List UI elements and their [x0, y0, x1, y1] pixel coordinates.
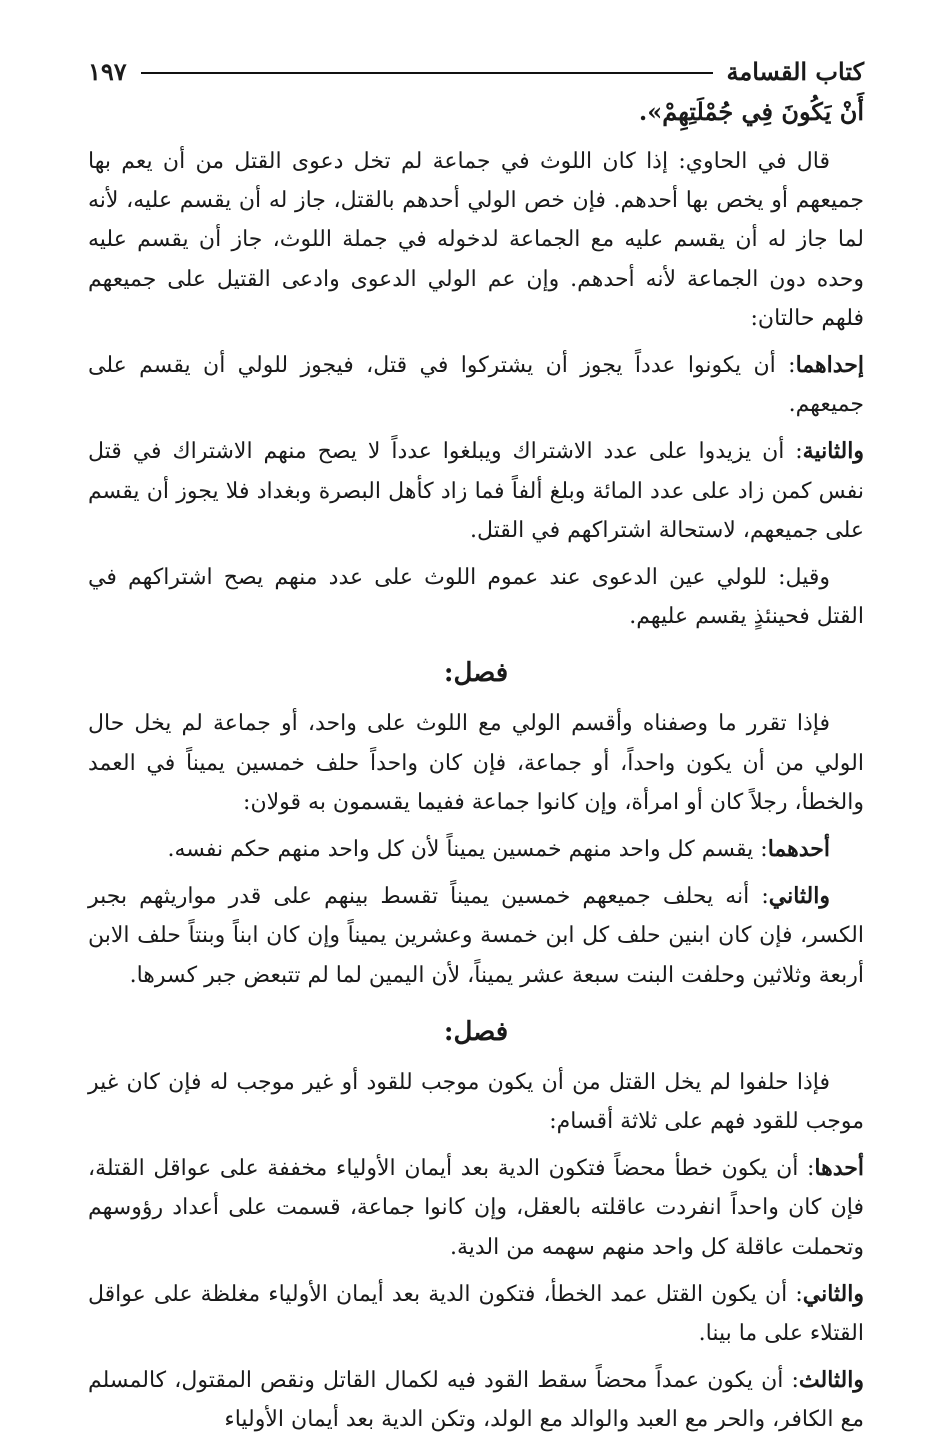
header-rule — [141, 72, 713, 74]
paragraph-lead: إحداهما — [795, 352, 864, 379]
quran-verse-ending: أَنْ يَكُونَ فِي جُمْلَتِهِمْ». — [638, 97, 864, 126]
paragraph-section2-second — [88, 1275, 864, 1353]
chapter-title: كتاب القسامة — [726, 56, 864, 86]
paragraph-text: : أن يكون القتل عمد الخطأ، فتكون الدية بعد أيمان الأولياء مغلظة على عواقل القتلاء على ما بينا. — [88, 1281, 864, 1347]
paragraph-opinion: وقيل: للولي عين الدعوى عند عموم اللوث على عدد منهم يصح اشتراكهم في القتل فحينئذٍ يقسم عليهم. — [88, 565, 864, 630]
paragraph-text: : يقسم كل واحد منهم خمسين يميناً لأن كل واحد منهم حكم نفسه. — [167, 837, 768, 863]
running-header — [88, 52, 864, 90]
page-body — [88, 90, 864, 1440]
paragraph-section2-third — [88, 1361, 864, 1439]
paragraph-section1-first — [88, 830, 864, 869]
paragraph-section2-intro: فإذا حلفوا لم يخل القتل من أن يكون موجب للقود أو غير موجب له فإن كان غير موجب للقود فهم على ثلاثة أقسام: — [88, 1069, 864, 1135]
section-heading: فصل: — [443, 658, 509, 689]
paragraph-first-case — [88, 346, 864, 424]
paragraph-lead: والثانية — [802, 438, 864, 465]
paragraph-text: : أنه يحلف جميعهم خمسين يميناً تقسط بينهم على قدر مواريثهم بجبر الكسر، فإن كان ابنين حلف كل ابن خمسة وعشرين يميناً وإن كان ابناً وبنتاً حلف الابن أربعة وثلاثين وحلفت البنت سبعة عشر يميناً، لأن اليمين لما لم تتبعض جبر كسرها. — [88, 884, 864, 988]
paragraph-hawi: قال في الحاوي: إذا كان اللوث في جماعة لم تخل دعوى القتل من أن يعم بها جميعهم أو يخص بها أحدهم. فإن خص الولي أحدهم بالقتل، جاز له أن يقسم عليه، لأنه لما جاز له أن يقسم عليه مع الجماعة لدخوله في جملة اللوث، جاز أن يقسم عليه وحده دون الجماعة لأنه أحدهم. وإن عم الولي الدعوى وادعى القتيل على جميعهم فلهم حالتان: — [88, 149, 864, 331]
paragraph-text: : أن يكون خطأ محضاً فتكون الدية بعد أيمان الأولياء مخففة على عواقل القتلة، فإن كان واحداً انفردت عاقلته بالعقل، وإن كانوا جماعة، قسمت على أعداد رؤوسهم وتحملت عاقلة كل واحد منهم سهمه من الدية. — [88, 1156, 864, 1260]
paragraph-section2-first — [88, 1149, 864, 1267]
paragraph-text: : أن يكون عمداً محضاً سقط القود فيه لكمال القاتل ونقص المقتول، كالمسلم مع الكافر، والحر مع العبد والوالد مع الولد، وتكن الدية بعد أيمان الأولياء — [88, 1368, 864, 1433]
paragraph-section1-intro: فإذا تقرر ما وصفناه وأقسم الولي مع اللوث على واحد، أو جماعة لم يخل حال الولي من أن يكون واحداً، أو جماعة، فإن كان واحداً حلف خمسين يميناً في العمد والخطأ، رجلاً كان أو امرأة، وإن كانوا جماعة ففيما يقسمون به قولان: — [88, 711, 864, 815]
paragraph-section1-second — [88, 877, 864, 995]
paragraph-lead: أحدهما — [767, 836, 830, 863]
paragraph-lead: والثالث — [798, 1367, 864, 1394]
paragraph-text: : أن يزيدوا على عدد الاشتراك ويبلغوا عدداً لا يصح منهم الاشتراك في قتل نفس كمن زاد على عدد المائة وبلغ ألفاً فما زاد كأهل البصرة وبغداد فلا يجوز أن يقسم على جميعهم، لاستحالة اشتراكهم في القتل. — [88, 439, 864, 543]
paragraph-lead: والثاني — [768, 883, 830, 910]
paragraph-second-case — [88, 432, 864, 550]
paragraph-lead: والثاني — [802, 1280, 864, 1307]
section-heading: فصل: — [443, 1016, 509, 1047]
paragraph-lead: أحدها — [814, 1155, 864, 1182]
paragraph-text: : أن يكونوا عدداً يجوز أن يشتركوا في قتل، فيجوز للولي أن يقسم على جميعهم. — [88, 353, 864, 418]
page-number: ١٩٧ — [88, 56, 127, 86]
